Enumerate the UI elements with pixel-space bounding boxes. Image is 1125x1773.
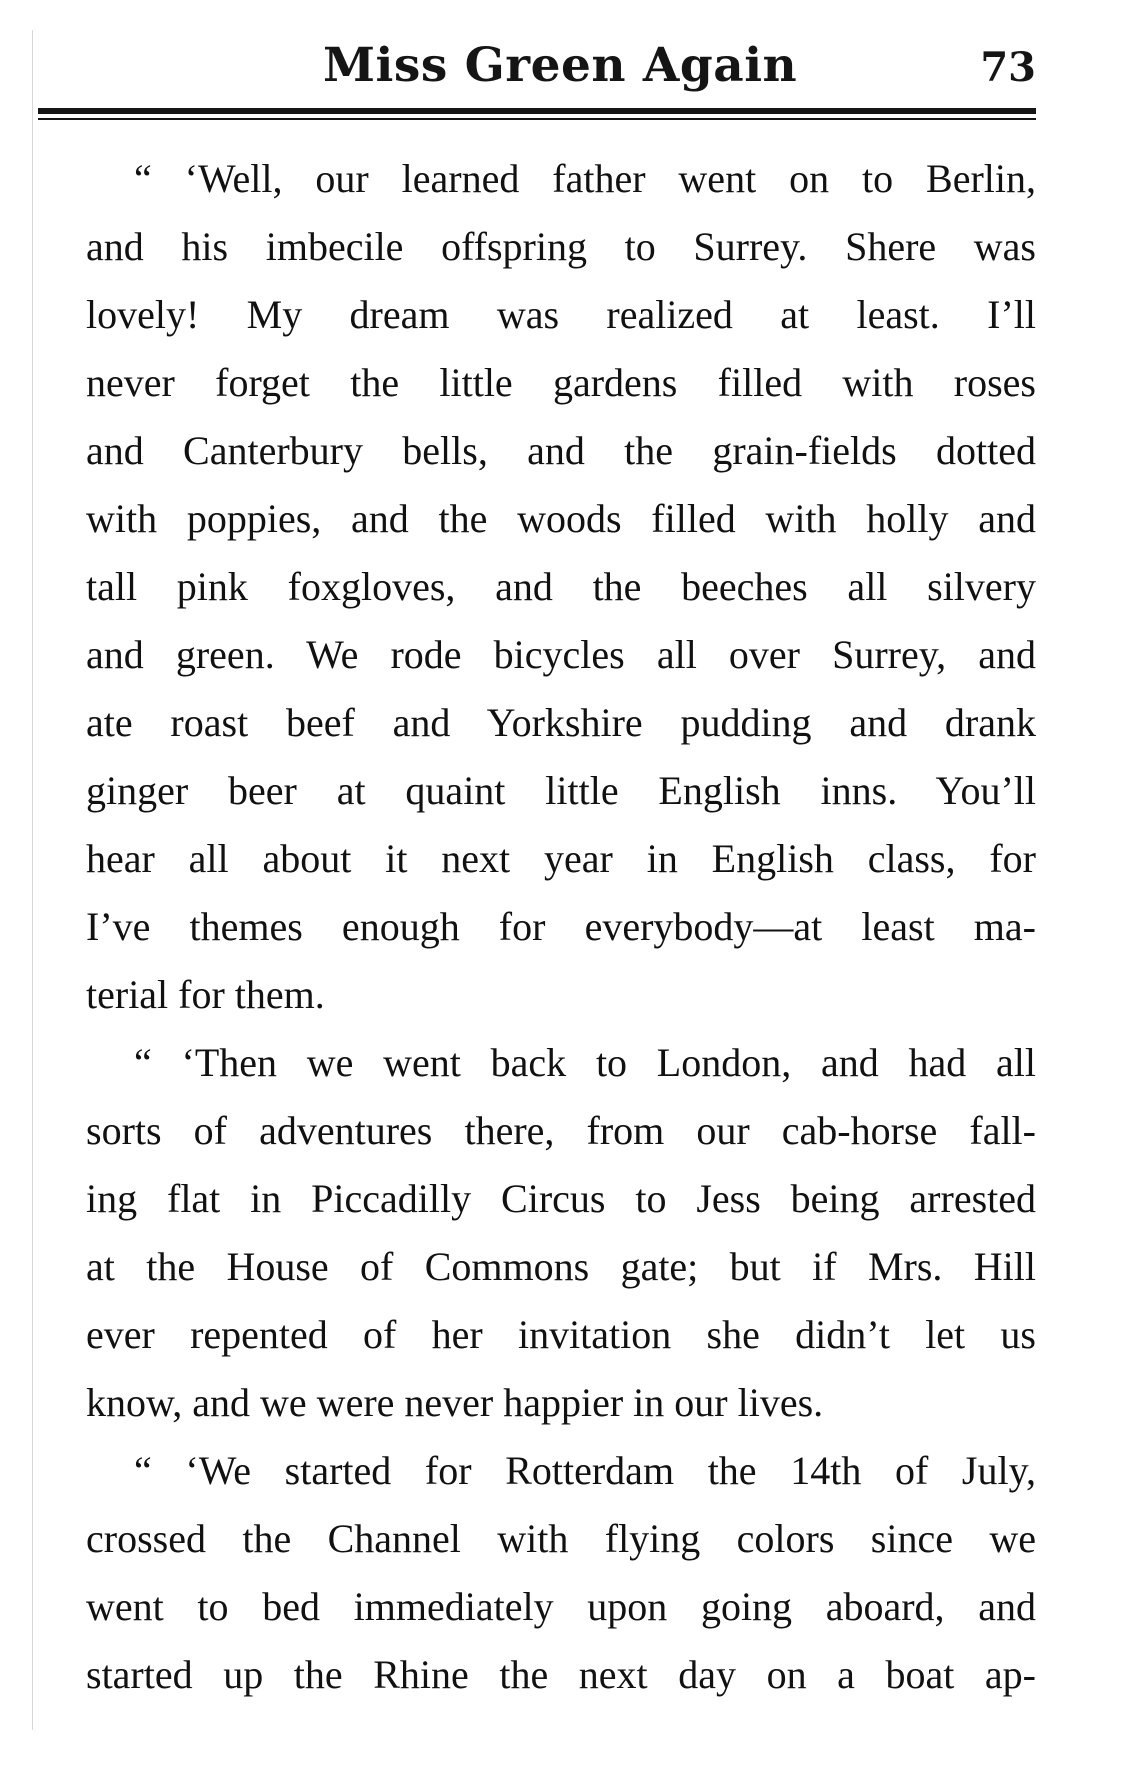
body-text xyxy=(86,145,1036,1709)
page-edge-shadow xyxy=(32,30,33,1730)
text-line: I’ve themes enough for everybody—at least ma- xyxy=(86,904,1036,949)
text-line: “ ‘We started for Rotterdam the 14th of July, xyxy=(134,1448,1036,1493)
text-line: sorts of adventures there, from our cab-horse fall- xyxy=(86,1108,1036,1153)
header-rule-thick xyxy=(38,108,1036,114)
text-line: with poppies, and the woods filled with holly and xyxy=(86,496,1036,541)
text-line: hear all about it next year in English class, for xyxy=(86,836,1036,881)
running-head xyxy=(38,36,1036,96)
text-line: ginger beer at quaint little English inns. You’ll xyxy=(86,768,1036,813)
text-line: never forget the little gardens filled with roses xyxy=(86,360,1036,405)
running-head-title: Miss Green Again xyxy=(323,38,798,93)
text-line: “ ‘Then we went back to London, and had all xyxy=(134,1040,1036,1085)
text-line: ever repented of her invitation she didn’t let us xyxy=(86,1312,1036,1357)
text-line: and his imbecile offspring to Surrey. Shere was xyxy=(86,224,1036,269)
text-line: tall pink foxgloves, and the beeches all silvery xyxy=(86,564,1036,609)
text-line: lovely! My dream was realized at least. I’ll xyxy=(86,292,1036,337)
text-line: went to bed immediately upon going aboard, and xyxy=(86,1584,1036,1629)
page-number: 73 xyxy=(980,44,1036,91)
text-line: ate roast beef and Yorkshire pudding and drank xyxy=(86,700,1036,745)
text-line: terial for them. xyxy=(86,972,325,1017)
text-line: “ ‘Well, our learned father went on to Berlin, xyxy=(134,156,1036,201)
text-line: ing flat in Piccadilly Circus to Jess being arrested xyxy=(86,1176,1036,1221)
text-line: know, and we were never happier in our lives. xyxy=(86,1380,824,1425)
text-line: crossed the Channel with flying colors since we xyxy=(86,1516,1036,1561)
text-line: at the House of Commons gate; but if Mrs. Hill xyxy=(86,1244,1036,1289)
text-line: and green. We rode bicycles all over Surrey, and xyxy=(86,632,1036,677)
text-line: and Canterbury bells, and the grain-fields dotted xyxy=(86,428,1036,473)
text-line: started up the Rhine the next day on a boat ap- xyxy=(86,1652,1036,1697)
header-rule-thin xyxy=(38,118,1036,120)
